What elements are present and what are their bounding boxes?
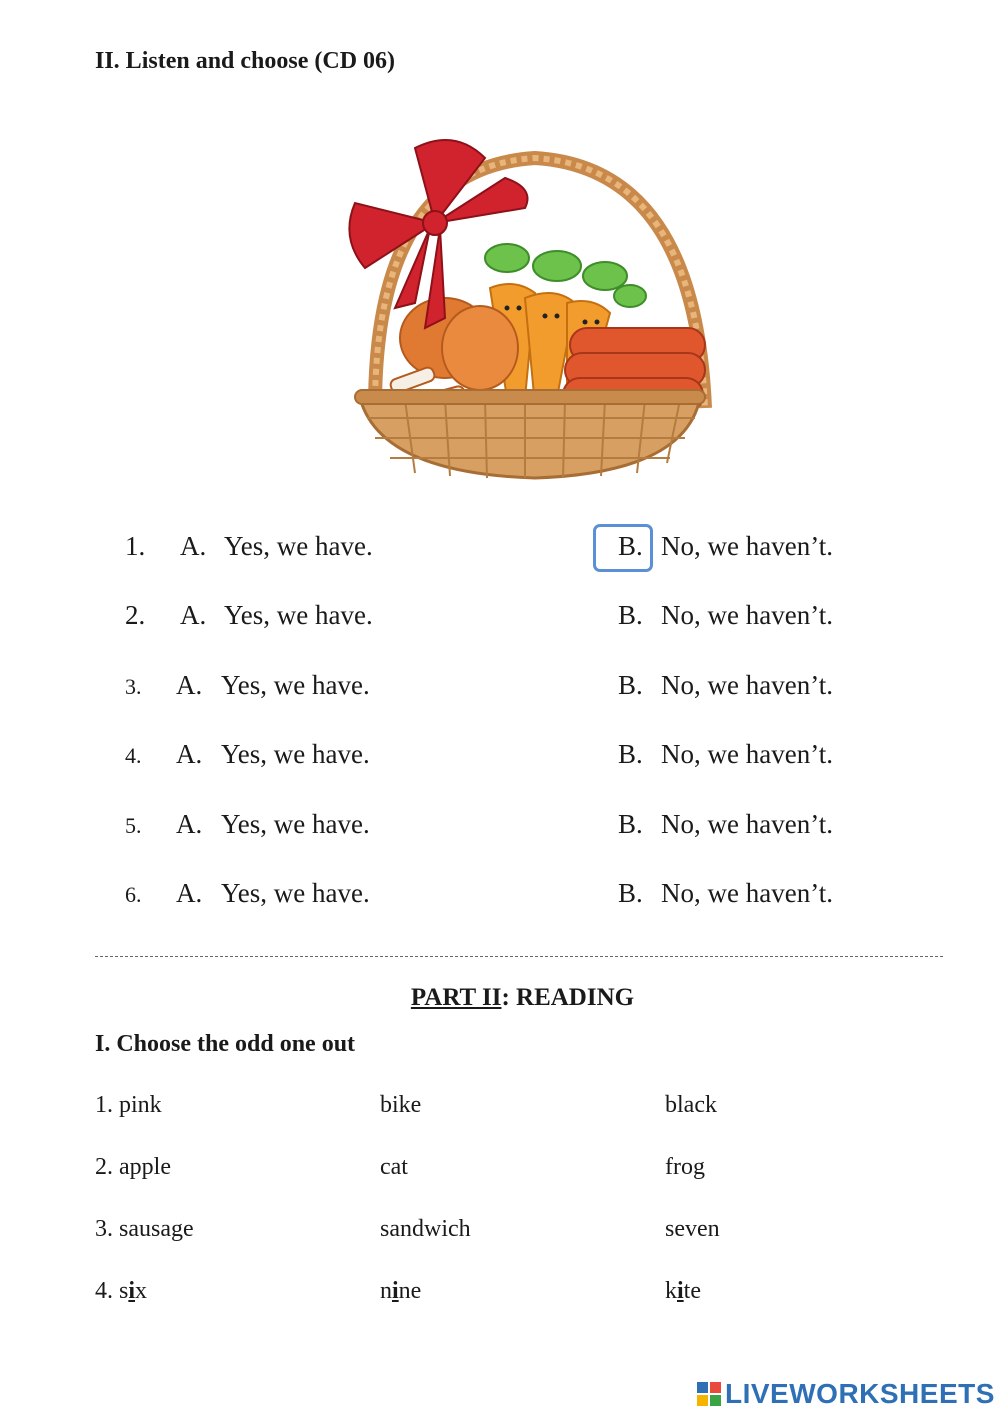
option-a-text[interactable]: Yes, we have. [224, 600, 373, 630]
word-option[interactable]: sandwich [380, 1216, 471, 1242]
option-a-text[interactable]: Yes, we have. [221, 739, 370, 769]
underlined-letter: i [392, 1278, 399, 1304]
option-b-letter[interactable]: B. [618, 739, 643, 769]
underlined-letter: i [128, 1278, 136, 1304]
word-part: x [135, 1278, 148, 1304]
question-number: 1. [125, 531, 146, 561]
question-number: 4. [125, 743, 142, 768]
option-a-text[interactable]: Yes, we have. [221, 670, 370, 700]
option-b-text[interactable]: No, we haven’t. [661, 600, 833, 630]
option-b-text[interactable]: No, we haven’t. [661, 670, 833, 700]
option-b-letter[interactable]: B. [618, 809, 643, 839]
question-row-4 [0, 739, 1000, 779]
odd-row-1 [0, 1092, 1000, 1124]
option-a-letter[interactable]: A. [176, 670, 203, 700]
odd-row-2 [0, 1154, 1000, 1186]
option-a-text[interactable]: Yes, we have. [221, 878, 370, 908]
brand-text: LIVEWORKSHEETS [725, 1378, 995, 1409]
option-a-letter[interactable]: A. [180, 600, 207, 630]
question-number: 2. [125, 600, 146, 630]
question-row-3 [0, 670, 1000, 710]
word-option[interactable]: frog [665, 1154, 705, 1180]
option-b-text[interactable]: No, we haven’t. [661, 878, 833, 908]
option-b-letter[interactable]: B. [618, 600, 643, 630]
word-part: n [380, 1278, 392, 1304]
word-option[interactable] [380, 1278, 421, 1305]
question-number: 5. [125, 813, 142, 838]
word-option[interactable] [95, 1278, 147, 1305]
dashed-divider [95, 956, 943, 957]
part-title-rest: : READING [501, 984, 635, 1011]
question-number: 3. [125, 674, 142, 699]
option-a-text[interactable]: Yes, we have. [224, 531, 373, 561]
question-row-2 [0, 600, 1000, 640]
word-part: te [683, 1278, 701, 1304]
word-part: k [665, 1278, 677, 1304]
odd-row-3 [0, 1216, 1000, 1248]
option-b-text[interactable]: No, we haven’t. [661, 739, 833, 769]
logo-grid-icon [697, 1382, 721, 1406]
word-option[interactable]: 3. sausage [95, 1216, 194, 1242]
word-option[interactable]: bike [380, 1092, 422, 1118]
option-a-letter[interactable]: A. [180, 531, 207, 561]
option-b-text[interactable]: No, we haven’t. [661, 531, 833, 561]
question-row-5 [0, 809, 1000, 849]
option-a-letter[interactable]: A. [176, 739, 203, 769]
question-number: 6. [125, 882, 142, 907]
question-row-6 [0, 878, 1000, 918]
section-heading-odd-one-out: I. Choose the odd one out [95, 1031, 356, 1057]
word-option[interactable] [665, 1278, 701, 1305]
option-a-text[interactable]: Yes, we have. [221, 809, 370, 839]
section-heading-listen: II. Listen and choose (CD 06) [95, 48, 396, 74]
word-option[interactable]: 1. pink [95, 1092, 162, 1118]
option-a-letter[interactable]: A. [176, 809, 203, 839]
word-part: ne [398, 1278, 422, 1304]
option-b-letter[interactable]: B. [618, 670, 643, 700]
word-option[interactable]: cat [380, 1154, 408, 1180]
question-row-1 [0, 531, 1000, 571]
word-option[interactable]: seven [665, 1216, 720, 1242]
option-b-letter[interactable]: B. [618, 878, 643, 908]
word-option[interactable]: black [665, 1092, 717, 1118]
option-a-letter[interactable]: A. [176, 878, 203, 908]
word-option[interactable]: 2. apple [95, 1154, 171, 1180]
option-b-text[interactable]: No, we haven’t. [661, 809, 833, 839]
liveworksheets-logo[interactable] [697, 1378, 995, 1410]
underlined-letter: i [677, 1278, 684, 1304]
option-b-letter[interactable]: B. [618, 531, 643, 561]
basket-illustration [335, 128, 725, 483]
part-title [0, 984, 1000, 1012]
part-title-underlined: PART II [410, 984, 502, 1011]
odd-row-4 [0, 1278, 1000, 1310]
word-part: 4. s [95, 1278, 129, 1304]
